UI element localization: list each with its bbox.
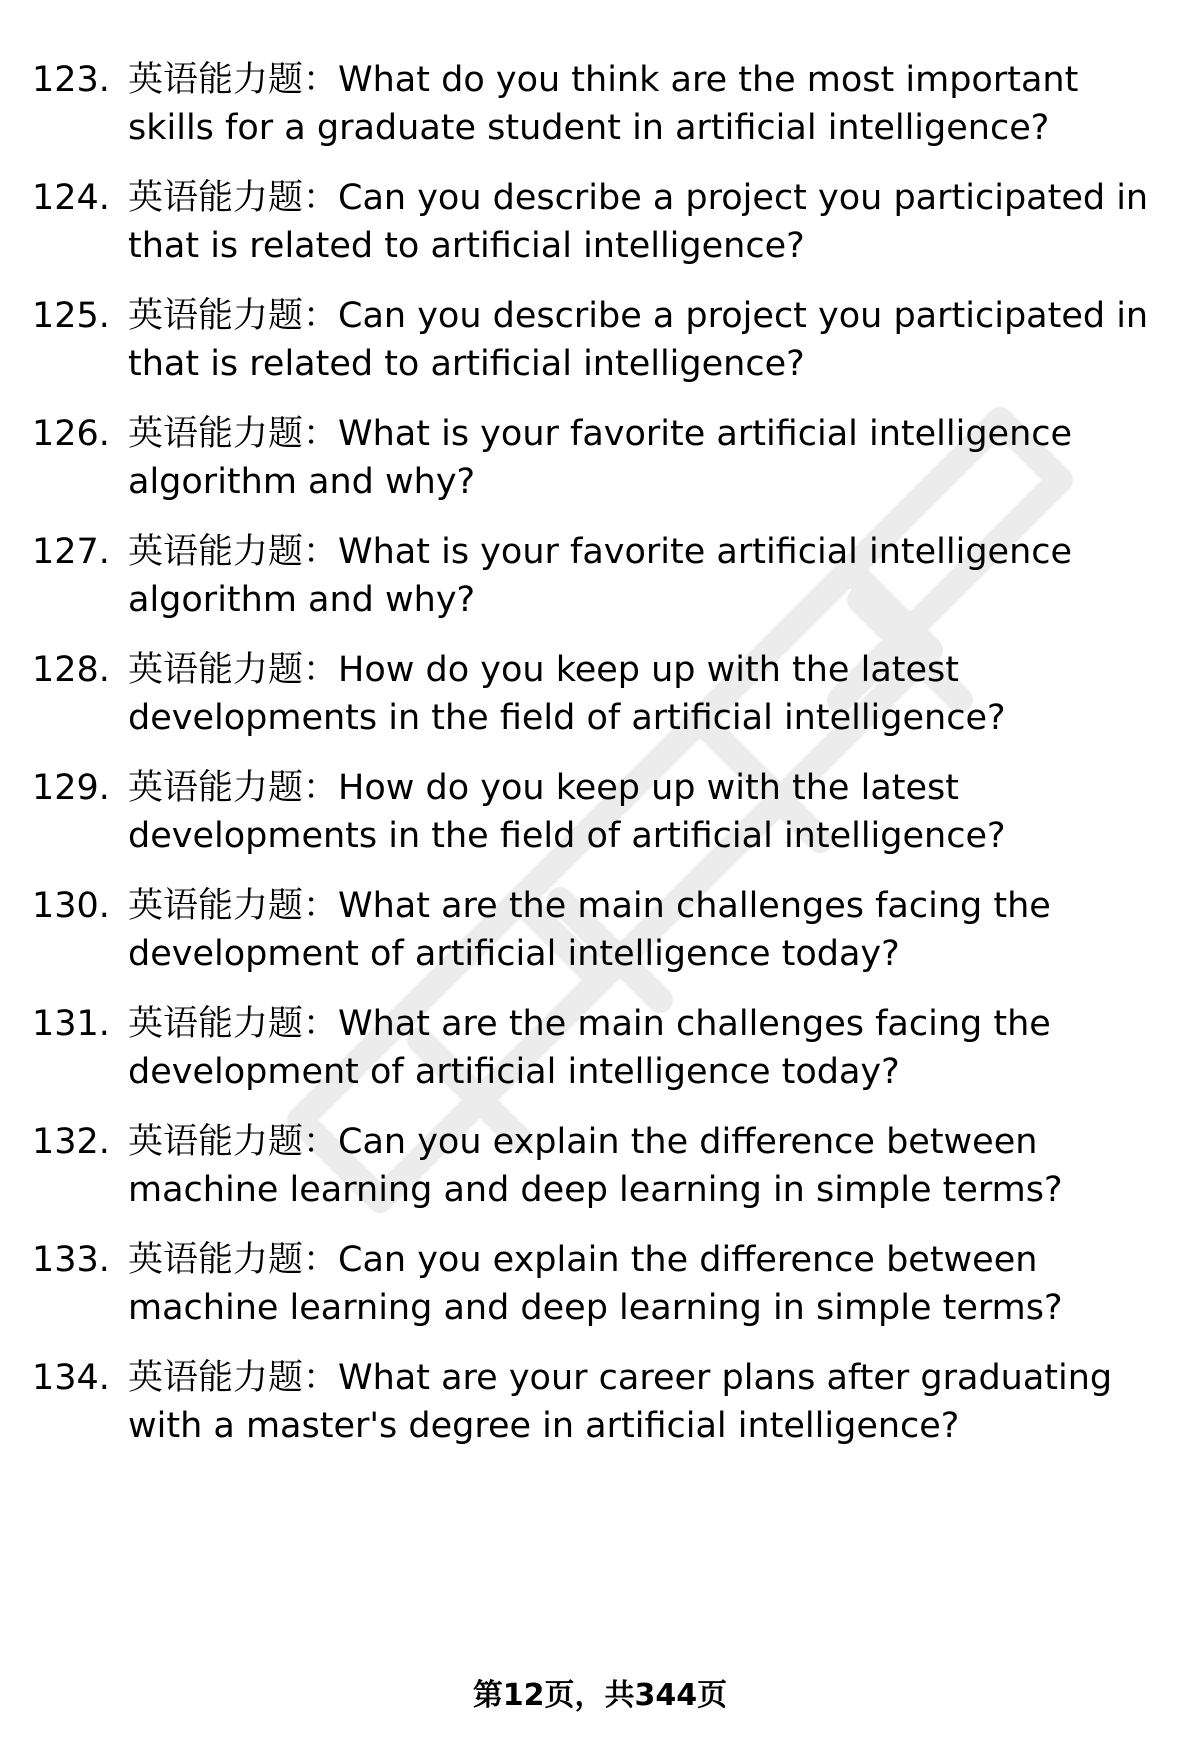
question-prefix: 英语能力题： bbox=[128, 1004, 339, 1044]
list-item bbox=[0, 292, 1200, 402]
list-item bbox=[0, 646, 1200, 756]
question-prefix: 英语能力题： bbox=[128, 650, 339, 690]
list-item bbox=[0, 1236, 1200, 1346]
question-line-1: What do you think are the most important bbox=[338, 60, 1079, 100]
page-number: 第12页，共344页 bbox=[472, 1678, 728, 1713]
question-number: 132. bbox=[32, 1122, 110, 1162]
question-line-2: developments in the field of artificial intelligence? bbox=[128, 816, 1006, 856]
question-line-2: development of artificial intelligence today? bbox=[128, 934, 900, 974]
question-number: 133. bbox=[32, 1240, 110, 1280]
question-line bbox=[128, 882, 1148, 930]
list-item bbox=[0, 764, 1200, 874]
question-number: 130. bbox=[32, 886, 110, 926]
list-item bbox=[0, 528, 1200, 638]
question-text bbox=[128, 1236, 1148, 1332]
question-prefix: 英语能力题： bbox=[128, 60, 339, 100]
list-item bbox=[0, 56, 1200, 166]
question-text bbox=[128, 174, 1148, 270]
question-line bbox=[128, 56, 1148, 104]
question-prefix: 英语能力题： bbox=[128, 1358, 339, 1398]
question-line-2: machine learning and deep learning in simple terms? bbox=[128, 1170, 1063, 1210]
question-number: 124. bbox=[32, 178, 110, 218]
question-line-2: development of artificial intelligence today? bbox=[128, 1052, 900, 1092]
question-line-1: Can you describe a project you participated in bbox=[338, 296, 1149, 336]
question-line-2: algorithm and why? bbox=[128, 462, 476, 502]
question-line bbox=[128, 646, 1148, 694]
question-text bbox=[128, 1354, 1148, 1450]
question-line-1: How do you keep up with the latest bbox=[338, 768, 959, 808]
question-line bbox=[128, 1354, 1148, 1402]
question-text bbox=[128, 1118, 1148, 1214]
list-item bbox=[0, 1118, 1200, 1228]
question-prefix: 英语能力题： bbox=[128, 768, 339, 808]
question-number: 134. bbox=[32, 1358, 110, 1398]
question-line-1: What are your career plans after graduating bbox=[338, 1358, 1113, 1398]
question-prefix: 英语能力题： bbox=[128, 1240, 339, 1280]
question-prefix: 英语能力题： bbox=[128, 296, 339, 336]
question-prefix: 英语能力题： bbox=[128, 532, 339, 572]
question-line bbox=[128, 174, 1148, 222]
question-text bbox=[128, 1000, 1148, 1096]
question-number: 131. bbox=[32, 1004, 110, 1044]
question-prefix: 英语能力题： bbox=[128, 178, 339, 218]
question-text bbox=[128, 292, 1148, 388]
question-number: 128. bbox=[32, 650, 110, 690]
question-line bbox=[128, 1236, 1148, 1284]
question-line bbox=[128, 410, 1148, 458]
question-prefix: 英语能力题： bbox=[128, 886, 339, 926]
question-line-2: algorithm and why? bbox=[128, 580, 476, 620]
question-line-1: What are the main challenges facing the bbox=[338, 886, 1051, 926]
question-line-2: that is related to artificial intelligence? bbox=[128, 344, 805, 384]
question-line-2: developments in the field of artificial intelligence? bbox=[128, 698, 1006, 738]
question-number: 126. bbox=[32, 414, 110, 454]
question-line-1: Can you explain the difference between bbox=[338, 1122, 1038, 1162]
list-item bbox=[0, 882, 1200, 992]
question-text bbox=[128, 56, 1148, 152]
question-line-1: What are the main challenges facing the bbox=[338, 1004, 1051, 1044]
question-text bbox=[128, 528, 1148, 624]
question-line-2: with a master's degree in artificial intelligence? bbox=[128, 1406, 960, 1446]
question-line-1: Can you describe a project you participated in bbox=[338, 178, 1149, 218]
list-item bbox=[0, 174, 1200, 284]
question-number: 125. bbox=[32, 296, 110, 336]
question-text bbox=[128, 882, 1148, 978]
list-item bbox=[0, 410, 1200, 520]
question-number: 129. bbox=[32, 768, 110, 808]
question-prefix: 英语能力题： bbox=[128, 1122, 339, 1162]
list-item bbox=[0, 1354, 1200, 1464]
question-number: 127. bbox=[32, 532, 110, 572]
question-line bbox=[128, 1000, 1148, 1048]
question-line-2: machine learning and deep learning in simple terms? bbox=[128, 1288, 1063, 1328]
question-number: 123. bbox=[32, 60, 110, 100]
question-line bbox=[128, 1118, 1148, 1166]
question-line bbox=[128, 292, 1148, 340]
question-line bbox=[128, 764, 1148, 812]
question-line-1: What is your favorite artificial intelligence bbox=[338, 414, 1073, 454]
question-line-1: How do you keep up with the latest bbox=[338, 650, 959, 690]
question-line-1: What is your favorite artificial intelligence bbox=[338, 532, 1073, 572]
question-line bbox=[128, 528, 1148, 576]
question-line-2: that is related to artificial intelligence? bbox=[128, 226, 805, 266]
question-text bbox=[128, 410, 1148, 506]
question-text bbox=[128, 764, 1148, 860]
question-line-1: Can you explain the difference between bbox=[338, 1240, 1038, 1280]
question-line-2: skills for a graduate student in artificial intelligence? bbox=[128, 108, 1050, 148]
question-text bbox=[128, 646, 1148, 742]
question-prefix: 英语能力题： bbox=[128, 414, 339, 454]
list-item bbox=[0, 1000, 1200, 1110]
